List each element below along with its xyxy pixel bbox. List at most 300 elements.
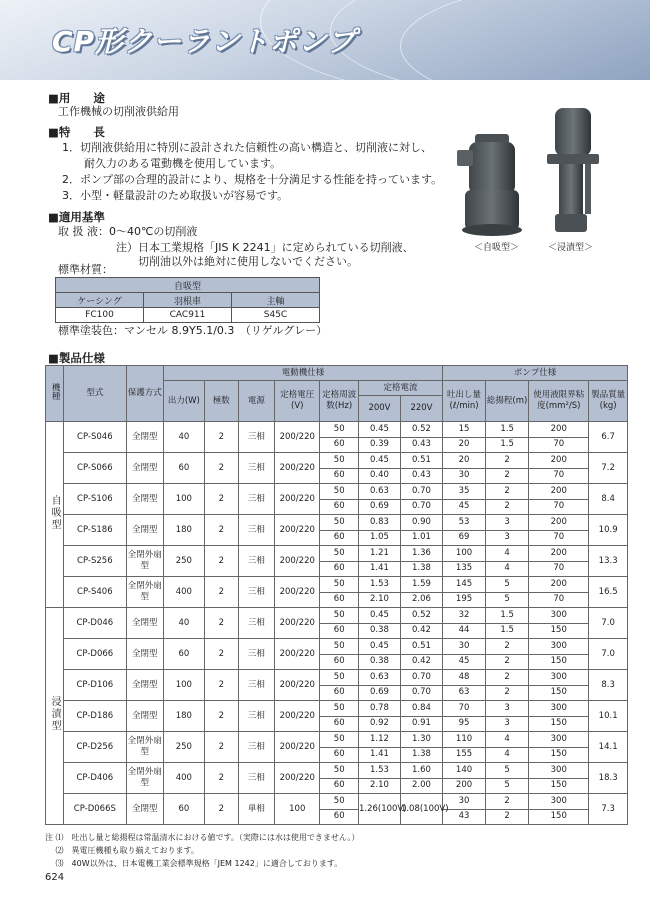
output-cell: 40	[163, 422, 204, 453]
current-200v-cell: 0.40	[358, 468, 400, 484]
material-group: 自吸型	[56, 278, 320, 293]
voltage-cell: 200/220	[275, 670, 320, 701]
note-1: 注 ⑴ 吐出し量と総揚程は常温清水における値です。（実際には水は使用できません。）	[45, 833, 360, 842]
model-cell: CP-S106	[64, 484, 126, 515]
power-cell: 三相	[238, 639, 274, 670]
table-row	[46, 484, 628, 500]
current-200v-cell: 2.10	[358, 778, 400, 794]
current-200v-cell: 0.63	[358, 484, 400, 500]
current-200v-cell: 0.45	[358, 422, 400, 438]
standards-heading: ■適用基準	[48, 210, 105, 224]
mass-cell: 8.4	[589, 484, 628, 515]
flow-cell: 44	[443, 623, 486, 639]
current-220v-cell: 0.51	[400, 639, 442, 655]
power-cell: 三相	[238, 608, 274, 639]
current-200v-cell: 0.78	[358, 701, 400, 717]
head-cell: 3	[486, 716, 529, 732]
current-200v-cell: 1.53	[358, 577, 400, 593]
model-cell: CP-D066	[64, 639, 126, 670]
spec-heading: ■製品仕様	[48, 351, 105, 365]
current-220v-cell: 1.60	[400, 763, 442, 779]
standards-note-1: 注）日本工業規格「JIS K 2241」に定められている切削液、	[116, 241, 414, 254]
current-220v-cell: 1.08(100V)	[400, 794, 442, 825]
poles-cell: 2	[204, 577, 238, 608]
protect-cell: 全閉外扇型	[126, 732, 163, 763]
head-cell: 2	[486, 453, 529, 469]
output-cell: 100	[163, 670, 204, 701]
freq-cell: 60	[320, 623, 359, 639]
visc-cell: 300	[529, 608, 589, 624]
header-motor: 電動機仕様	[163, 366, 442, 381]
head-cell: 1.5	[486, 422, 529, 438]
poles-cell: 2	[204, 794, 238, 825]
visc-cell: 150	[529, 685, 589, 701]
poles-cell: 2	[204, 484, 238, 515]
current-200v-cell: 1.26(100V)	[358, 794, 400, 825]
caption-self-priming: ＜自吸型＞	[474, 243, 520, 253]
power-cell: 三相	[238, 422, 274, 453]
flow-cell: 145	[443, 577, 486, 593]
current-200v-cell: 0.38	[358, 623, 400, 639]
head-cell: 5	[486, 577, 529, 593]
head-cell: 5	[486, 763, 529, 779]
flow-cell: 45	[443, 499, 486, 515]
poles-cell: 2	[204, 546, 238, 577]
head-cell: 2	[486, 468, 529, 484]
header-poles: 極数	[204, 381, 238, 422]
current-200v-cell: 0.45	[358, 453, 400, 469]
visc-cell: 70	[529, 437, 589, 453]
material-impeller: CAC911	[144, 308, 232, 323]
header-visc: 使用液限界粘度(mm²/S)	[529, 381, 589, 422]
poles-cell: 2	[204, 701, 238, 732]
voltage-cell: 200/220	[275, 422, 320, 453]
flow-cell: 155	[443, 747, 486, 763]
head-cell: 2	[486, 654, 529, 670]
features-heading: ■特 長	[48, 125, 105, 139]
head-cell: 1.5	[486, 623, 529, 639]
poles-cell: 2	[204, 608, 238, 639]
head-cell: 2	[486, 639, 529, 655]
head-cell: 3	[486, 530, 529, 546]
visc-cell: 300	[529, 732, 589, 748]
visc-cell: 150	[529, 747, 589, 763]
flow-cell: 100	[443, 546, 486, 562]
feature-line-2: 耐久力のある電動機を使用しています。	[62, 157, 282, 170]
head-cell: 4	[486, 747, 529, 763]
output-cell: 100	[163, 484, 204, 515]
use-text: 工作機械の切削液供給用	[58, 105, 179, 118]
header-current: 定格電流	[358, 381, 442, 396]
table-row	[46, 608, 628, 624]
protect-cell: 全閉型	[126, 794, 163, 825]
model-cell: CP-D066S	[64, 794, 126, 825]
visc-cell: 200	[529, 422, 589, 438]
note-2: ⑵ 異電圧機種も取り揃えております。	[45, 846, 199, 855]
table-row	[46, 794, 628, 810]
head-cell: 4	[486, 732, 529, 748]
head-cell: 5	[486, 592, 529, 608]
model-cell: CP-D106	[64, 670, 126, 701]
current-220v-cell: 0.84	[400, 701, 442, 717]
freq-cell: 50	[320, 794, 359, 810]
voltage-cell: 200/220	[275, 701, 320, 732]
protect-cell: 全閉型	[126, 422, 163, 453]
submersible-pump-photo	[545, 106, 600, 238]
table-row	[46, 732, 628, 748]
feature-line-3: 2．ポンプ部の合理的設計により、規格を十分満足する性能を持っています。	[62, 173, 443, 186]
voltage-cell: 200/220	[275, 577, 320, 608]
output-cell: 60	[163, 639, 204, 670]
current-220v-cell: 1.38	[400, 561, 442, 577]
material-label: 標準材質：	[58, 263, 113, 276]
visc-cell: 70	[529, 499, 589, 515]
voltage-cell: 200/220	[275, 453, 320, 484]
power-cell: 三相	[238, 515, 274, 546]
visc-cell: 300	[529, 639, 589, 655]
current-220v-cell: 1.01	[400, 530, 442, 546]
spec-table	[45, 365, 628, 825]
mass-cell: 7.3	[589, 794, 628, 825]
freq-cell: 50	[320, 763, 359, 779]
visc-cell: 300	[529, 701, 589, 717]
flow-cell: 70	[443, 701, 486, 717]
model-cell: CP-S066	[64, 453, 126, 484]
model-cell: CP-S256	[64, 546, 126, 577]
power-cell: 三相	[238, 577, 274, 608]
current-220v-cell: 1.30	[400, 732, 442, 748]
current-220v-cell: 1.36	[400, 546, 442, 562]
model-cell: CP-S406	[64, 577, 126, 608]
freq-cell: 60	[320, 716, 359, 732]
power-cell: 単相	[238, 794, 274, 825]
power-cell: 三相	[238, 484, 274, 515]
freq-cell: 50	[320, 732, 359, 748]
table-row	[46, 515, 628, 531]
model-cell: CP-D186	[64, 701, 126, 732]
freq-cell: 50	[320, 422, 359, 438]
header-pump: ポンプ仕様	[443, 366, 628, 381]
material-table	[55, 277, 320, 323]
protect-cell: 全閉型	[126, 670, 163, 701]
visc-cell: 200	[529, 484, 589, 500]
voltage-cell: 200/220	[275, 546, 320, 577]
current-220v-cell: 2.06	[400, 592, 442, 608]
power-cell: 三相	[238, 453, 274, 484]
protect-cell: 全閉外扇型	[126, 546, 163, 577]
poles-cell: 2	[204, 639, 238, 670]
header-power: 電源	[238, 381, 274, 422]
current-220v-cell: 0.90	[400, 515, 442, 531]
protect-cell: 全閉型	[126, 484, 163, 515]
freq-cell: 60	[320, 499, 359, 515]
flow-cell: 43	[443, 809, 486, 825]
visc-cell: 150	[529, 623, 589, 639]
freq-cell: 60	[320, 561, 359, 577]
protect-cell: 全閉外扇型	[126, 763, 163, 794]
freq-cell: 50	[320, 670, 359, 686]
mass-cell: 16.5	[589, 577, 628, 608]
material-casing: FC100	[56, 308, 144, 323]
head-cell: 2	[486, 499, 529, 515]
freq-cell: 60	[320, 530, 359, 546]
output-cell: 180	[163, 701, 204, 732]
current-220v-cell: 0.43	[400, 468, 442, 484]
poles-cell: 2	[204, 763, 238, 794]
header-voltage: 定格電圧(V)	[275, 381, 320, 422]
mass-cell: 10.1	[589, 701, 628, 732]
visc-cell: 70	[529, 561, 589, 577]
current-220v-cell: 0.51	[400, 453, 442, 469]
flow-cell: 30	[443, 794, 486, 810]
freq-cell: 50	[320, 639, 359, 655]
freq-cell: 50	[320, 701, 359, 717]
table-row	[46, 422, 628, 438]
head-cell: 2	[486, 809, 529, 825]
model-cell: CP-D406	[64, 763, 126, 794]
output-cell: 400	[163, 577, 204, 608]
flow-cell: 48	[443, 670, 486, 686]
mass-cell: 10.9	[589, 515, 628, 546]
current-200v-cell: 1.41	[358, 747, 400, 763]
current-220v-cell: 1.59	[400, 577, 442, 593]
current-220v-cell: 0.52	[400, 422, 442, 438]
header-model: 型式	[64, 366, 126, 422]
freq-cell: 60	[320, 747, 359, 763]
flow-cell: 45	[443, 654, 486, 670]
flow-cell: 30	[443, 468, 486, 484]
poles-cell: 2	[204, 515, 238, 546]
visc-cell: 300	[529, 794, 589, 810]
flow-cell: 110	[443, 732, 486, 748]
current-200v-cell: 1.53	[358, 763, 400, 779]
header-freq: 定格周波数(Hz)	[320, 381, 359, 422]
table-row	[46, 670, 628, 686]
visc-cell: 70	[529, 592, 589, 608]
flow-cell: 135	[443, 561, 486, 577]
flow-cell: 32	[443, 608, 486, 624]
voltage-cell: 100	[275, 794, 320, 825]
table-row	[46, 546, 628, 562]
power-cell: 三相	[238, 763, 274, 794]
power-cell: 三相	[238, 701, 274, 732]
mass-cell: 7.0	[589, 639, 628, 670]
header-200v: 200V	[358, 396, 400, 422]
current-200v-cell: 2.10	[358, 592, 400, 608]
header-flow: 吐出し量(ℓ/min)	[443, 381, 486, 422]
head-cell: 2	[486, 685, 529, 701]
output-cell: 60	[163, 794, 204, 825]
visc-cell: 200	[529, 546, 589, 562]
mass-cell: 7.0	[589, 608, 628, 639]
use-heading: ■用 途	[48, 91, 105, 105]
current-200v-cell: 0.83	[358, 515, 400, 531]
voltage-cell: 200/220	[275, 732, 320, 763]
model-cell: CP-D046	[64, 608, 126, 639]
group-label: 浸漬型	[46, 608, 64, 825]
mass-cell: 13.3	[589, 546, 628, 577]
header-kikaku: 機種	[46, 366, 64, 422]
poles-cell: 2	[204, 453, 238, 484]
header-protect: 保護方式	[126, 366, 163, 422]
current-220v-cell: 0.70	[400, 670, 442, 686]
material-header-impeller: 羽根車	[144, 293, 232, 308]
material-header-casing: ケーシング	[56, 293, 144, 308]
current-220v-cell: 1.38	[400, 747, 442, 763]
power-cell: 三相	[238, 546, 274, 577]
header-output: 出力(W)	[163, 381, 204, 422]
paint-text: 標準塗装色：マンセル 8.9Y5.1/0.3 （リゲルグレー）	[58, 324, 328, 337]
protect-cell: 全閉外扇型	[126, 577, 163, 608]
voltage-cell: 200/220	[275, 763, 320, 794]
power-cell: 三相	[238, 670, 274, 701]
table-row	[46, 639, 628, 655]
freq-cell: 60	[320, 468, 359, 484]
note-3: ⑶ 40W以外は、日本電機工業会標準規格「JEM 1242」に適合しております。	[45, 859, 343, 868]
flow-cell: 20	[443, 437, 486, 453]
table-row	[46, 763, 628, 779]
group-label: 自吸型	[46, 422, 64, 608]
current-200v-cell: 1.21	[358, 546, 400, 562]
standards-note-2: 切削油以外は絶対に使用しないでください。	[138, 255, 358, 268]
material-header-shaft: 主軸	[232, 293, 320, 308]
voltage-cell: 200/220	[275, 608, 320, 639]
protect-cell: 全閉型	[126, 639, 163, 670]
current-220v-cell: 0.43	[400, 437, 442, 453]
freq-cell: 60	[320, 437, 359, 453]
feature-line-4: 3．小型・軽量設計のため取扱いが容易です。	[62, 189, 289, 202]
visc-cell: 300	[529, 763, 589, 779]
protect-cell: 全閉型	[126, 453, 163, 484]
output-cell: 250	[163, 546, 204, 577]
current-200v-cell: 0.69	[358, 685, 400, 701]
current-220v-cell: 0.91	[400, 716, 442, 732]
output-cell: 400	[163, 763, 204, 794]
freq-cell: 60	[320, 592, 359, 608]
mass-cell: 14.1	[589, 732, 628, 763]
current-220v-cell: 0.42	[400, 654, 442, 670]
freq-cell: 50	[320, 577, 359, 593]
mass-cell: 7.2	[589, 453, 628, 484]
liquid-text: 取 扱 液：0〜40℃の切削液	[58, 225, 198, 238]
mass-cell: 18.3	[589, 763, 628, 794]
current-200v-cell: 0.39	[358, 437, 400, 453]
model-cell: CP-S046	[64, 422, 126, 453]
current-200v-cell: 0.45	[358, 639, 400, 655]
page-title: CP形クーラントポンプ	[52, 25, 357, 58]
visc-cell: 150	[529, 778, 589, 794]
voltage-cell: 200/220	[275, 484, 320, 515]
head-cell: 1.5	[486, 608, 529, 624]
current-200v-cell: 0.45	[358, 608, 400, 624]
caption-submersible: ＜浸漬型＞	[548, 243, 594, 253]
head-cell: 5	[486, 778, 529, 794]
model-cell: CP-S186	[64, 515, 126, 546]
visc-cell: 200	[529, 453, 589, 469]
flow-cell: 35	[443, 484, 486, 500]
voltage-cell: 200/220	[275, 639, 320, 670]
head-cell: 2	[486, 670, 529, 686]
current-220v-cell: 0.70	[400, 484, 442, 500]
table-row	[46, 453, 628, 469]
current-200v-cell: 0.63	[358, 670, 400, 686]
freq-cell: 50	[320, 515, 359, 531]
poles-cell: 2	[204, 732, 238, 763]
material-shaft: S45C	[232, 308, 320, 323]
mass-cell: 6.7	[589, 422, 628, 453]
visc-cell: 150	[529, 809, 589, 825]
flow-cell: 53	[443, 515, 486, 531]
current-200v-cell: 0.92	[358, 716, 400, 732]
table-row	[46, 701, 628, 717]
header-220v: 220V	[400, 396, 442, 422]
head-cell: 2	[486, 794, 529, 810]
current-200v-cell: 0.69	[358, 499, 400, 515]
poles-cell: 2	[204, 670, 238, 701]
current-220v-cell: 0.70	[400, 499, 442, 515]
visc-cell: 200	[529, 577, 589, 593]
freq-cell: 60	[320, 654, 359, 670]
flow-cell: 20	[443, 453, 486, 469]
visc-cell: 150	[529, 654, 589, 670]
freq-cell: 60	[320, 809, 359, 825]
freq-cell: 50	[320, 546, 359, 562]
current-200v-cell: 1.05	[358, 530, 400, 546]
visc-cell: 300	[529, 670, 589, 686]
head-cell: 3	[486, 515, 529, 531]
flow-cell: 140	[443, 763, 486, 779]
current-200v-cell: 0.38	[358, 654, 400, 670]
visc-cell: 70	[529, 530, 589, 546]
current-220v-cell: 0.42	[400, 623, 442, 639]
visc-cell: 150	[529, 716, 589, 732]
head-cell: 3	[486, 701, 529, 717]
freq-cell: 60	[320, 778, 359, 794]
current-220v-cell: 0.70	[400, 685, 442, 701]
mass-cell: 8.3	[589, 670, 628, 701]
freq-cell: 60	[320, 685, 359, 701]
head-cell: 2	[486, 484, 529, 500]
head-cell: 4	[486, 546, 529, 562]
self-priming-pump-photo	[455, 128, 525, 238]
output-cell: 180	[163, 515, 204, 546]
flow-cell: 69	[443, 530, 486, 546]
power-cell: 三相	[238, 732, 274, 763]
current-200v-cell: 1.12	[358, 732, 400, 748]
head-cell: 4	[486, 561, 529, 577]
table-row	[46, 577, 628, 593]
current-220v-cell: 0.52	[400, 608, 442, 624]
freq-cell: 50	[320, 484, 359, 500]
output-cell: 250	[163, 732, 204, 763]
spec-body	[46, 422, 628, 825]
model-cell: CP-D256	[64, 732, 126, 763]
flow-cell: 63	[443, 685, 486, 701]
protect-cell: 全閉型	[126, 515, 163, 546]
flow-cell: 95	[443, 716, 486, 732]
visc-cell: 200	[529, 515, 589, 531]
flow-cell: 200	[443, 778, 486, 794]
output-cell: 40	[163, 608, 204, 639]
freq-cell: 50	[320, 453, 359, 469]
poles-cell: 2	[204, 422, 238, 453]
flow-cell: 195	[443, 592, 486, 608]
header-head: 総揚程(m)	[486, 381, 529, 422]
feature-line-1: 1．切削液供給用に特別に設計された信頼性の高い構造と、切削液に対し、	[62, 141, 432, 154]
visc-cell: 70	[529, 468, 589, 484]
page-number: 624	[45, 872, 65, 883]
flow-cell: 30	[443, 639, 486, 655]
